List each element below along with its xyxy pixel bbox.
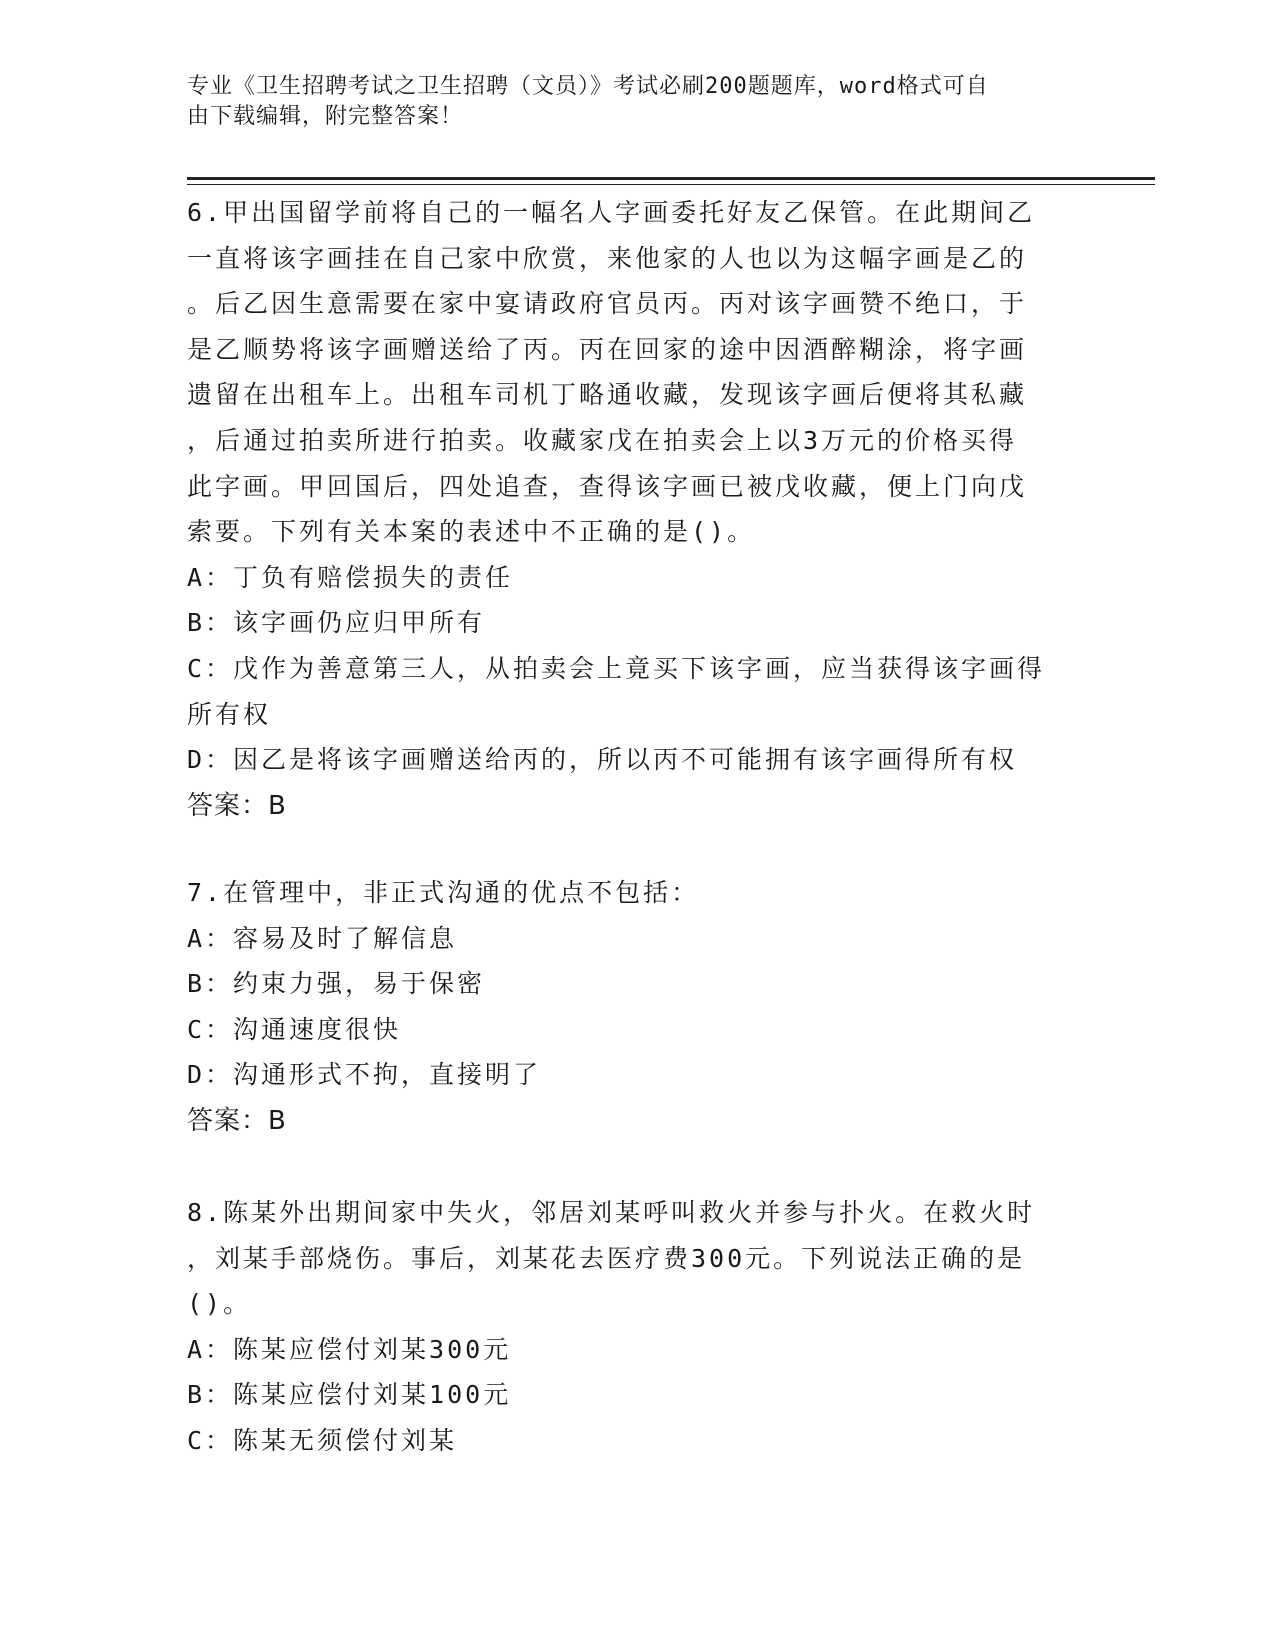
stem-line: ，刘某手部烧伤。事后，刘某花去医疗费300元。下列说法正确的是 (187, 1243, 1026, 1273)
stem-line: 6.甲出国留学前将自己的一幅名人字画委托好友乙保管。在此期间乙 (187, 198, 1036, 227)
option-c: C：沟通速度很快 (187, 1014, 402, 1044)
stem-line: 是乙顺势将该字画赠送给了丙。丙在回家的途中因酒醉糊涂，将字画 (187, 334, 1028, 364)
header-divider-thin (187, 184, 1155, 185)
option-c: C：戊作为善意第三人，从拍卖会上竟买下该字画，应当获得该字画得 (187, 653, 1046, 683)
question-8 (187, 1190, 1067, 1464)
question-stem (187, 190, 1067, 555)
stem-line: ()。 (187, 1289, 252, 1319)
answer: 答案：B (187, 790, 287, 821)
document-header (187, 72, 1087, 132)
stem-line: 一直将该字画挂在自己家中欣赏，来他家的人也以为这幅字画是乙的 (187, 243, 1028, 273)
stem-line: 遗留在出租车上。出租车司机丁略通收藏，发现该字画后便将其私藏 (187, 380, 1028, 410)
option-b: B：该字画仍应归甲所有 (187, 608, 486, 638)
question-6 (187, 190, 1067, 829)
stem-line: 7.在管理中，非正式沟通的优点不包括： (187, 878, 700, 907)
option-a: A：陈某应偿付刘某300元 (187, 1334, 512, 1364)
stem-line: 此字画。甲回国后，四处追查，查得该字画已被戊收藏，便上门向戊 (187, 471, 1028, 501)
answer: 答案：B (187, 1105, 287, 1136)
header-divider (187, 177, 1155, 180)
header-line: 专业《卫生招聘考试之卫生招聘（文员）》考试必刷200题题库，word格式可自 (187, 74, 989, 99)
stem-line: ，后通过拍卖所进行拍卖。收藏家戊在拍卖会上以3万元的价格买得 (187, 425, 1018, 455)
option-b: B：约束力强，易于保密 (187, 969, 486, 999)
option-b: B：陈某应偿付刘某100元 (187, 1380, 512, 1410)
option-c-continued: 所有权 (187, 699, 272, 729)
stem-line: 索要。下列有关本案的表述中不正确的是()。 (187, 517, 756, 547)
option-c: C：陈某无须偿付刘某 (187, 1425, 458, 1455)
option-a: A：丁负有赔偿损失的责任 (187, 562, 514, 592)
question-stem (187, 1190, 1067, 1327)
question-stem (187, 870, 1067, 916)
option-d: D：因乙是将该字画赠送给丙的，所以丙不可能拥有该字画得所有权 (187, 745, 1018, 775)
question-7 (187, 870, 1067, 1144)
stem-line: 。后乙因生意需要在家中宴请政府官员丙。丙对该字画赞不绝口，于 (187, 289, 1028, 319)
header-line: 由下载编辑，附完整答案！ (187, 104, 464, 129)
option-d: D：沟通形式不拘，直接明了 (187, 1060, 542, 1090)
stem-line: 8.陈某外出期间家中失火，邻居刘某呼叫救火并参与扑火。在救火时 (187, 1198, 1036, 1227)
option-a: A：容易及时了解信息 (187, 923, 458, 953)
